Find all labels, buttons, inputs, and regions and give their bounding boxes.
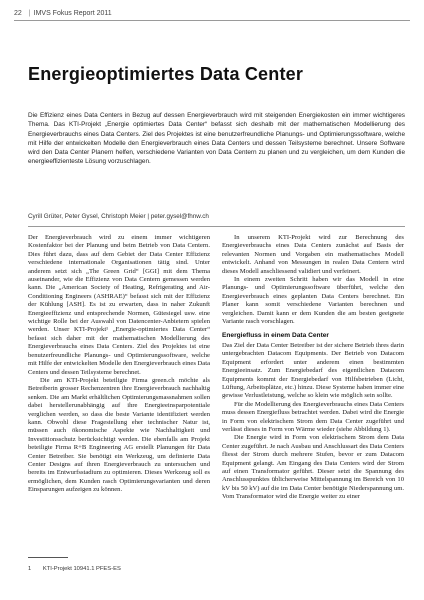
body-paragraph: Für die Modellierung des Energieverbrauchs eines Data Centers muss dessen Energiefluss betrachtet werden. Dabei wird die Energie in Form von elektrischem Strom dem Data Center zugeführt und verlässt dieses in Form von Wärme wieder (siehe Abbildung 1).: [222, 400, 404, 433]
running-header: [14, 8, 112, 18]
body-paragraph: Der Energieverbrauch wird zu einem immer wichtigeren Kostenfaktor bei der Planung und beim Betrieb von Data Centern. Dies führt dazu, dass auf dem Gebiet der Data Center Effizienz verschiedene internationale Organisationen tätig sind. Unter anderem setzt sich „The Green Grid“ [GGI] mit dem Thema auseinander, wie die Effizienz von Data Centern gemessen werden kann. Die „American Society of Heating, Refrigerating and Air-Conditioning Engineers (ASHRAE)“ befasst sich mit der Effizienz der Kühlung [ASH]. Es ist zu erwarten, dass in naher Zukunft Energieeffizienz und entsprechende Normen, Gütesiegel usw. eine wichtige Rolle bei der Auswahl von Datencenter-Anbietern spielen werden. Unser KTI-Projekt¹ „Energie-optimiertes Data Center“ befasst sich daher mit der mathematischen Modellierung des Energieverbrauchs eines Data Centers. Ziel des Projektes ist eine benutzerfreundliche Planungs- und Optimierungssoftware, welche mit Hilfe der entwickelten Modelle den Energieverbrauch eines Data Centers und dessen Teilsysteme berechnet.: [28, 234, 210, 376]
body-paragraph: Die Energie wird in Form von elektrischem Strom dem Data Center zugeführt. Je nach Ausbau und Anschlussart des Data Centers fliesst der Strom durch mehrere Stufen, bevor er zum Datacom Equipment gelangt. Am Eingang des Data Centers wird der Strom auf einen Transformator geführt. Dieser setzt die Spannung des Anschlusspunktes üblicherweise Mittelspannung im Bereich von 10 kV bis 50 kV) auf die im Data Center benötigte Niederspannung um. Vom Transformator wird die Energie weiter zu einer: [222, 434, 405, 501]
abstract-rule: [28, 226, 405, 227]
body-paragraph: Das Ziel der Data Center Betreiber ist der sichere Betrieb ihres darin untergebrachten Datacom Equipments. Der Betrieb von Datacom Equipment erfordert unter anderem einen bestimmten Energieeinsatz. Zum Energiebedarf des eigentlichen Datacom Equipments kommt der Energiebedarf von Hilfsbetrieben (Licht, Lüftung, Arbeitsplätze, etc.) hinzu. Diese Systeme haben immer eine gewisse Verlustleistung, welche so klein wie möglich sein sollte.: [222, 341, 404, 400]
publication-name: IMVS Fokus Report 2011: [33, 9, 112, 17]
footnote-number: 1: [28, 566, 32, 572]
section-heading: Energiefluss in einem Data Center: [222, 332, 329, 340]
article-abstract: Die Effizienz eines Data Centers in Bezug auf dessen Energieverbrauch wird mit steigenden Energiekosten ein immer wichtigeres Thema. Das KTI-Projekt „Energie optimiertes Data Center“ befasst sich deshalb mit der mathematischen Modellierung des Energieverbrauchs eines Data Centers. Ziel des Projektes ist eine benutzerfreundliche Planungs- und Optimierungssoftware, welche mit Hilfe der entwickelten Modelle den Energieverbrauch eines Data Centers und dessen Teilsysteme berechnet. Unsere Software wird den Data Center Planern helfen, verschiedene Varianten von Data Centern zu planen und zu vergleichen, um dem Kunden die energieeffizienteste Lösung vorzuschlagen.: [28, 112, 405, 166]
page-number: 22: [14, 9, 22, 17]
right-column: [222, 234, 404, 502]
footnote-rule: [28, 557, 68, 558]
footnote-text: KTI-Projekt 10941.1 PFES-ES: [42, 566, 121, 572]
body-paragraph: Die am KTI-Projekt beteiligte Firma green.ch möchte als Betreiberin grosser Rechenzentren ihre Energieverbrauch nachhaltig senken. Die am Markt erhältlichen Optimierungsmassnahmen sollen dabei herstellerunabhängig auf ihre Energieeinsparpotentiale verglichen werden, so dass die beste Variante identifiziert werden kann. Obwohl diese Fragestellung eher technischer Natur ist, müssen auch ökonomische Aspekte wie Nachhaltigkeit und Investitionsschutz berücksichtigt werden. Die ebenfalls am Projekt beteiligte Firma R+B Engineering AG erstellt Planungen für Data Center Betreiber. Sie benötigt ein Werkzeug, um definierte Data Center Designs auf ihren Energieverbrauch zu untersuchen und bereits im Entwurfsstadium zu optimieren. Dieses Werkzeug soll es ermöglichen, dem Kunden rasch Optimierungsvarianten und deren Einsparungen aufzeigen zu können.: [28, 376, 210, 494]
header-separator: |: [28, 9, 31, 17]
header-rule: [14, 20, 410, 21]
article-title: Energieoptimiertes Data Center: [28, 64, 304, 84]
body-paragraph: In unserem KTI-Projekt wird zur Berechnung des Energieverbrauchs eines Data Centers zunächst auf Basis der relevanten Normen und Vorgaben ein mathematisches Modell entwickelt. Anhand von Messungen in realen Data Centern wird dieses Modell anschliessend validiert und verfeinert.: [222, 234, 404, 275]
footnote: [28, 566, 121, 572]
body-paragraph: In einem zweiten Schritt haben wir das Modell in eine Planungs- und Optimierungssoftware überführt, welche den Energieverbrauch eines geplanten Data Centers berechnet. Ein Planer kann somit verschiedene Varianten berechnen und vergleichen. Damit kann er dem Kunden die am besten geeignete Variante rasch vorschlagen.: [222, 276, 404, 326]
article-authors: Cyrill Grüter, Peter Gysel, Christoph Meier | peter.gysel@fhnw.ch: [28, 213, 209, 220]
left-column: [28, 234, 210, 495]
